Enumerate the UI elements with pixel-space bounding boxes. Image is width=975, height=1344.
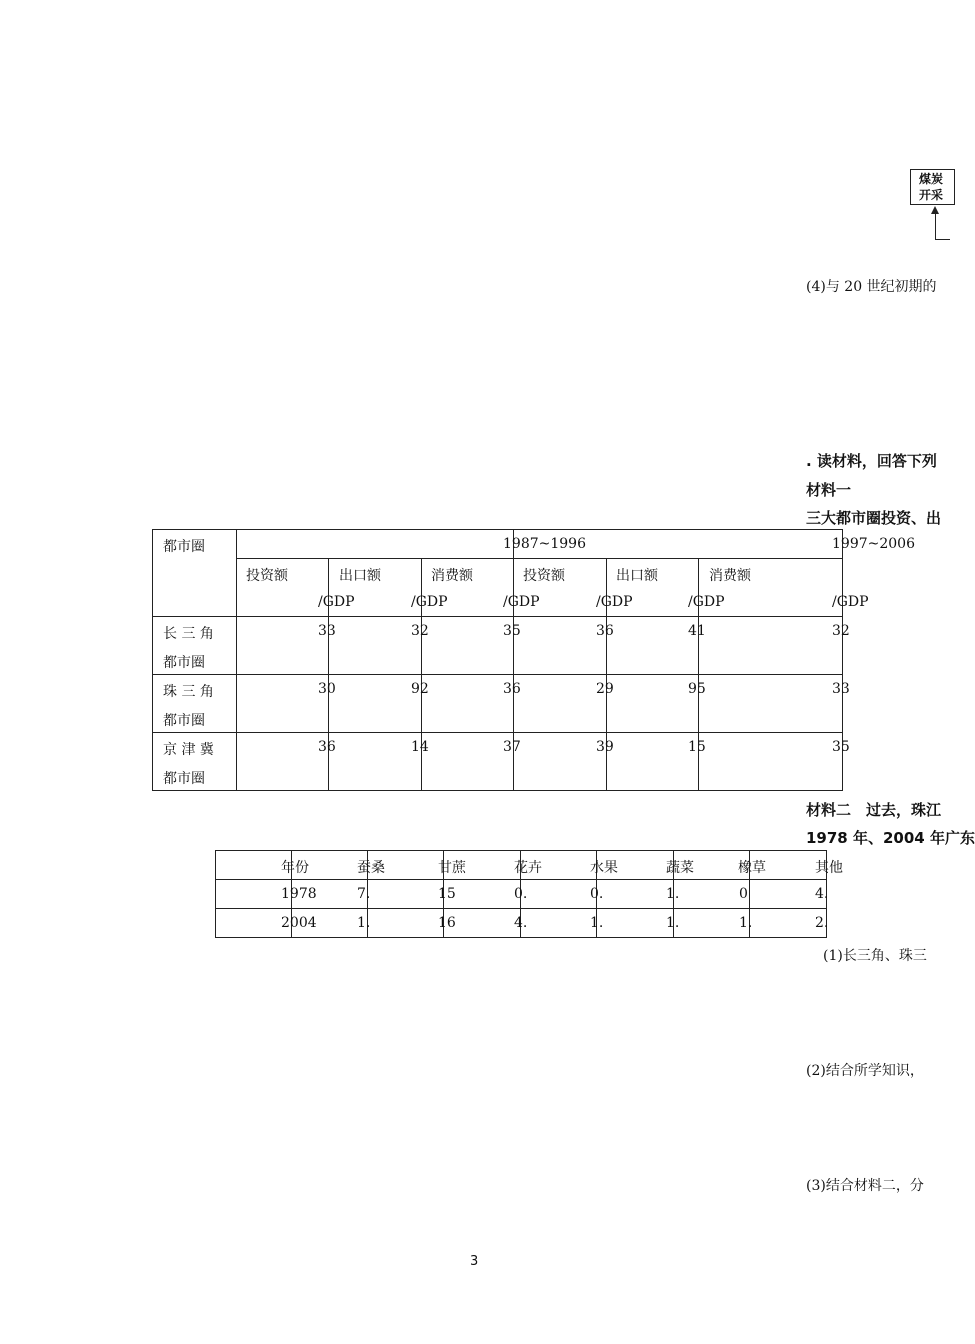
question-4: (4)与 20 世纪初期的 [806, 279, 937, 295]
question-1: (1)长三角、珠三 [823, 948, 927, 964]
table-cell: 16 [438, 915, 456, 931]
sub-unit: /GDP [503, 594, 540, 610]
table-cell: 33 [318, 623, 336, 639]
table-cell: 30 [318, 681, 336, 697]
box-line-2: 开采 [919, 188, 944, 202]
table-border [606, 558, 607, 791]
material1-title: 三大都市圈投资、出 [806, 509, 942, 527]
sub-unit: /GDP [318, 594, 355, 610]
table-cell: 15 [438, 886, 456, 902]
table-cell: 39 [596, 739, 614, 755]
col-header: 蚕桑 [357, 860, 385, 876]
table-border [328, 558, 329, 791]
box-line-1: 煤炭 [919, 172, 944, 186]
row-name: 京 津 冀 [163, 742, 214, 758]
table-cell: 36 [318, 739, 336, 755]
arrow-line [935, 213, 936, 240]
table-border [152, 732, 842, 733]
table-cell: 95 [688, 681, 706, 697]
table-border [152, 529, 153, 791]
col-header: 蔬菜 [666, 860, 694, 876]
table-border [698, 558, 699, 791]
table-cell: 0. [514, 886, 528, 902]
row-name: 珠 三 角 [163, 684, 214, 700]
col-header: 花卉 [514, 860, 542, 876]
coal-mining-box [910, 169, 955, 205]
table-cell: 4. [815, 886, 829, 902]
table-cell: 41 [688, 623, 706, 639]
sub-header: 投资额 [523, 568, 565, 584]
col-header: 水果 [590, 860, 618, 876]
table-border [421, 558, 422, 791]
row-name: 都市圈 [163, 713, 205, 729]
table-cell: 7. [357, 886, 371, 902]
table-border [236, 529, 237, 791]
question-intro: . 读材料，回答下列 [806, 452, 937, 470]
table-cell: 1. [666, 915, 680, 931]
table-cell: 14 [411, 739, 429, 755]
table-cell: 1. [357, 915, 371, 931]
table-cell: 1. [590, 915, 604, 931]
period-1987-1996: 1987~1996 [503, 536, 586, 552]
sub-unit: /GDP [688, 594, 725, 610]
table-cell: 35 [503, 623, 521, 639]
table-cell: 29 [596, 681, 614, 697]
question-3: (3)结合材料二，分 [806, 1178, 924, 1194]
col-header: 橡草 [738, 860, 766, 876]
sub-header: 出口额 [339, 568, 381, 584]
material1-label: 材料一 [806, 481, 852, 499]
table-border [152, 529, 842, 530]
table-border [236, 558, 842, 559]
arrow-line-horizontal [935, 239, 950, 240]
table-cell: 4. [514, 915, 528, 931]
table-cell: 37 [503, 739, 521, 755]
question-2: (2)结合所学知识， [806, 1063, 924, 1079]
table-cell: 36 [503, 681, 521, 697]
table-cell: 32 [411, 623, 429, 639]
table-border [215, 850, 216, 938]
col-header: 其他 [815, 860, 843, 876]
row-name: 都市圈 [163, 655, 205, 671]
sub-header: 出口额 [616, 568, 658, 584]
table-cell: 0 [739, 886, 748, 902]
col-header: 年份 [281, 860, 309, 876]
table-cell: 35 [832, 739, 850, 755]
table-border [152, 674, 842, 675]
sub-header: 消费额 [709, 568, 751, 584]
table-cell: 15 [688, 739, 706, 755]
row-name: 长 三 角 [163, 626, 214, 642]
sub-unit: /GDP [411, 594, 448, 610]
table-cell: 33 [832, 681, 850, 697]
period-1997-2006: 1997~2006 [832, 536, 915, 552]
table-cell: 92 [411, 681, 429, 697]
page-number: 3 [470, 1254, 479, 1269]
table-cell: 0. [590, 886, 604, 902]
sub-header: 投资额 [246, 568, 288, 584]
table-cell: 32 [832, 623, 850, 639]
material2-label: 材料二 过去，珠江 [806, 801, 942, 819]
table-border [152, 616, 842, 617]
table-cell: 1. [666, 886, 680, 902]
table-cell: 1. [739, 915, 753, 931]
table-cell: 36 [596, 623, 614, 639]
sub-unit: /GDP [596, 594, 633, 610]
table-corner: 都市圈 [163, 539, 205, 555]
row-name: 都市圈 [163, 771, 205, 787]
sub-unit: /GDP [832, 594, 869, 610]
table-cell: 2004 [281, 915, 317, 931]
col-header: 甘蔗 [438, 860, 466, 876]
table-border [152, 790, 842, 791]
table-cell: 2. [815, 915, 829, 931]
material2-title: 1978 年、2004 年广东 [806, 829, 975, 847]
sub-header: 消费额 [431, 568, 473, 584]
table-cell: 1978 [281, 886, 317, 902]
